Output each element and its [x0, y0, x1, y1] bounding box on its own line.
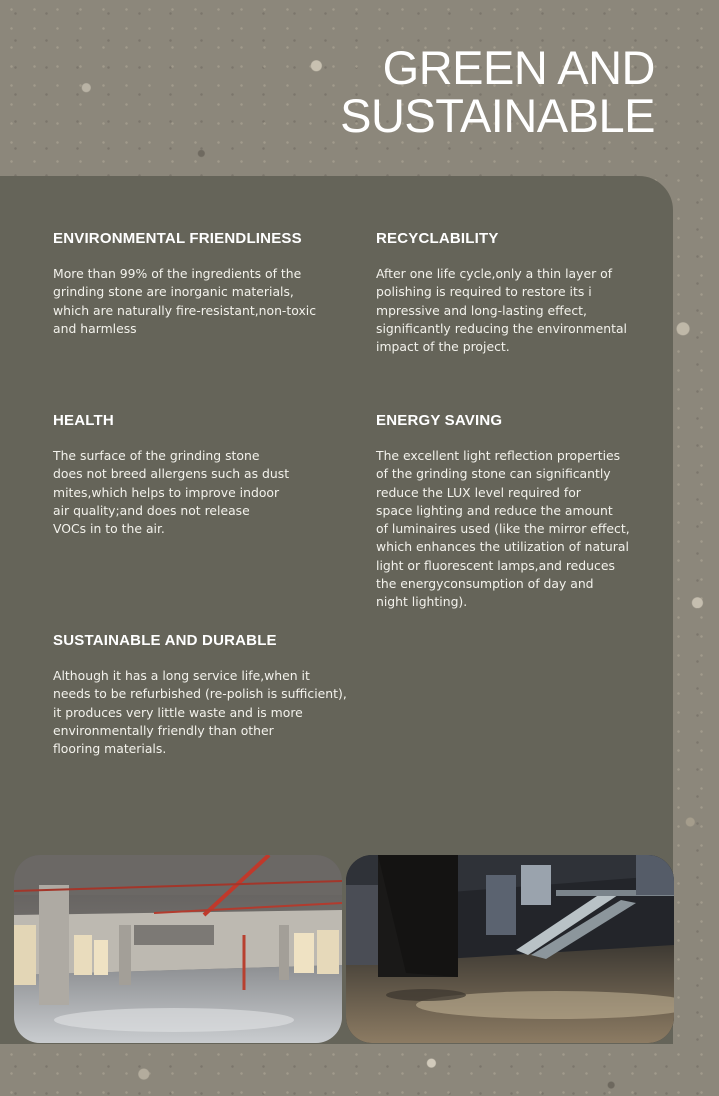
section-body — [53, 667, 353, 758]
terrazzo-hall-photo — [14, 855, 342, 1043]
body-line: grinding stone are inorganic materials, — [53, 284, 294, 300]
body-line: mites,which helps to improve indoor — [53, 484, 280, 500]
body-line: mpressive and long-lasting effect, — [376, 302, 587, 318]
body-line: the energyconsumption of day and — [376, 576, 594, 592]
lobby-escalator-photo — [346, 855, 674, 1043]
body-line: it produces very little waste and is more — [53, 704, 303, 720]
body-line: which enhances the utilization of natural — [376, 539, 629, 555]
body-line: flooring materials. — [53, 741, 167, 757]
body-line: significantly reducing the environmental — [376, 320, 627, 336]
section-body — [376, 447, 656, 612]
body-line: air quality;and does not release — [53, 502, 250, 518]
section-body — [53, 265, 348, 338]
body-line: VOCs in to the air. — [53, 521, 165, 537]
section-heading: SUSTAINABLE AND DURABLE — [53, 632, 277, 649]
body-line: impact of the project. — [376, 339, 510, 355]
title-line-1: GREEN AND — [382, 41, 655, 94]
body-line: The surface of the grinding stone — [53, 448, 260, 463]
section-heading: ENVIRONMENTAL FRIENDLINESS — [53, 230, 302, 247]
body-line: of luminaires used (like the mirror effect, — [376, 521, 630, 537]
body-line: of the grinding stone can significantly — [376, 466, 611, 482]
body-line: and harmless — [53, 320, 137, 336]
section-body — [376, 265, 651, 356]
section-heading: ENERGY SAVING — [376, 412, 503, 429]
body-line: After one life cycle,only a thin layer of — [376, 266, 613, 281]
section-energy-saving — [376, 412, 656, 612]
body-line: does not breed allergens such as dust — [53, 466, 290, 482]
body-line: environmentally friendly than other — [53, 722, 274, 738]
body-line: needs to be refurbished (re-polish is sufficient), — [53, 686, 347, 702]
body-line: Although it has a long service life,when it — [53, 668, 310, 683]
page-title — [340, 41, 655, 142]
section-heading: HEALTH — [53, 412, 114, 429]
body-line: space lighting and reduce the amount — [376, 502, 613, 518]
body-line: night lighting). — [376, 594, 468, 610]
body-line: which are naturally fire-resistant,non-toxic — [53, 302, 317, 318]
body-line: reduce the LUX level required for — [376, 484, 581, 500]
section-recyclability — [376, 230, 651, 356]
section-sustainable-durable — [53, 632, 353, 758]
body-line: More than 99% of the ingredients of the — [53, 266, 302, 281]
body-line: polishing is required to restore its i — [376, 284, 592, 300]
section-body — [53, 447, 323, 538]
body-line: light or fluorescent lamps,and reduces — [376, 557, 615, 573]
section-heading: RECYCLABILITY — [376, 230, 499, 247]
section-environmental-friendliness — [53, 230, 348, 338]
title-line-2: SUSTAINABLE — [340, 89, 655, 142]
body-line: The excellent light reflection properties — [376, 448, 621, 463]
section-health — [53, 412, 323, 538]
